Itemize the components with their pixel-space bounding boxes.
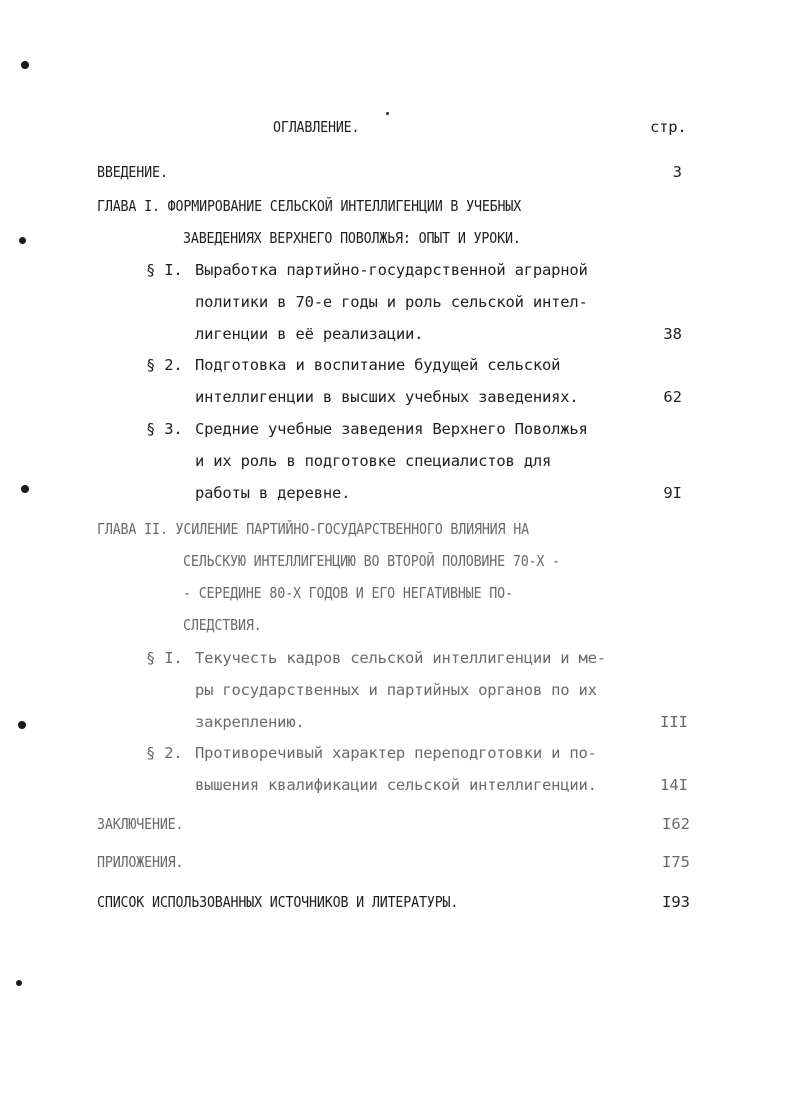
toc-section-marker: § I. <box>146 649 183 667</box>
toc-section-marker: § 2. <box>146 356 183 374</box>
toc-section-text: Выработка партийно-государственной аграрной <box>195 261 588 279</box>
toc-section-text: закреплению. <box>195 713 305 731</box>
toc-section-text: работы в деревне. <box>195 484 351 502</box>
punch-hole-mark <box>18 721 26 729</box>
toc-section-marker: § I. <box>146 261 183 279</box>
toc-section-text: лигенции в её реализации. <box>195 325 424 343</box>
punch-hole-mark <box>16 980 22 986</box>
page-title: ОГЛАВЛЕНИЕ. <box>273 118 360 136</box>
toc-chapter1-line2: ЗАВЕДЕНИЯХ ВЕРХНЕГО ПОВОЛЖЬЯ: ОПЫТ И УРОКИ. <box>183 229 521 247</box>
toc-chapter2-line1: ГЛАВА II. УСИЛЕНИЕ ПАРТИЙНО-ГОСУДАРСТВЕННОГО ВЛИЯНИЯ НА <box>97 520 529 538</box>
toc-page-appendices: I75 <box>662 853 690 871</box>
toc-section-text: Подготовка и воспитание будущей сельской <box>195 356 561 374</box>
toc-chapter2-line4: СЛЕДСТВИЯ. <box>183 616 262 634</box>
toc-page-intro: 3 <box>672 163 682 181</box>
toc-page-number: 62 <box>663 388 682 406</box>
toc-page-number: 14I <box>660 776 688 794</box>
toc-section-text: интеллигенции в высших учебных заведениях. <box>195 388 579 406</box>
punch-hole-mark <box>19 237 26 244</box>
toc-page-number: III <box>660 713 688 731</box>
punch-hole-mark <box>21 485 29 493</box>
toc-section-marker: § 2. <box>146 744 183 762</box>
toc-section-text: Средние учебные заведения Верхнего Поволжья <box>195 420 588 438</box>
toc-page-sources: I93 <box>662 893 690 911</box>
toc-entry-conclusion: ЗАКЛЮЧЕНИЕ. <box>97 815 184 833</box>
toc-section-text: политики в 70-е годы и роль сельской интел- <box>195 293 588 311</box>
toc-page-conclusion: I62 <box>662 815 690 833</box>
toc-section-text: Текучесть кадров сельской интеллигенции и ме- <box>195 649 606 667</box>
toc-entry-sources: СПИСОК ИСПОЛЬЗОВАННЫХ ИСТОЧНИКОВ И ЛИТЕРАТУРЫ. <box>97 893 459 911</box>
toc-chapter1-line1: ГЛАВА I. ФОРМИРОВАНИЕ СЕЛЬСКОЙ ИНТЕЛЛИГЕНЦИИ В УЧЕБНЫХ <box>97 197 522 215</box>
speck-mark <box>386 112 389 115</box>
toc-chapter2-line2: СЕЛЬСКУЮ ИНТЕЛЛИГЕНЦИЮ ВО ВТОРОЙ ПОЛОВИНЕ 70-Х - <box>183 552 560 570</box>
toc-section-marker: § 3. <box>146 420 183 438</box>
page-column-label: стр. <box>650 118 687 136</box>
toc-section-text: ры государственных и партийных органов по их <box>195 681 597 699</box>
toc-chapter2-line3: - СЕРЕДИНЕ 80-Х ГОДОВ И ЕГО НЕГАТИВНЫЕ ПО- <box>183 584 513 602</box>
toc-section-text: вышения квалификации сельской интеллигенции. <box>195 776 597 794</box>
toc-page-number: 9I <box>663 484 682 502</box>
toc-section-text: Противоречивый характер переподготовки и по- <box>195 744 597 762</box>
toc-page-number: 38 <box>663 325 682 343</box>
punch-hole-mark <box>21 61 29 69</box>
toc-entry-intro: ВВЕДЕНИЕ. <box>97 163 168 181</box>
toc-section-text: и их роль в подготовке специалистов для <box>195 452 552 470</box>
toc-entry-appendices: ПРИЛОЖЕНИЯ. <box>97 853 184 871</box>
